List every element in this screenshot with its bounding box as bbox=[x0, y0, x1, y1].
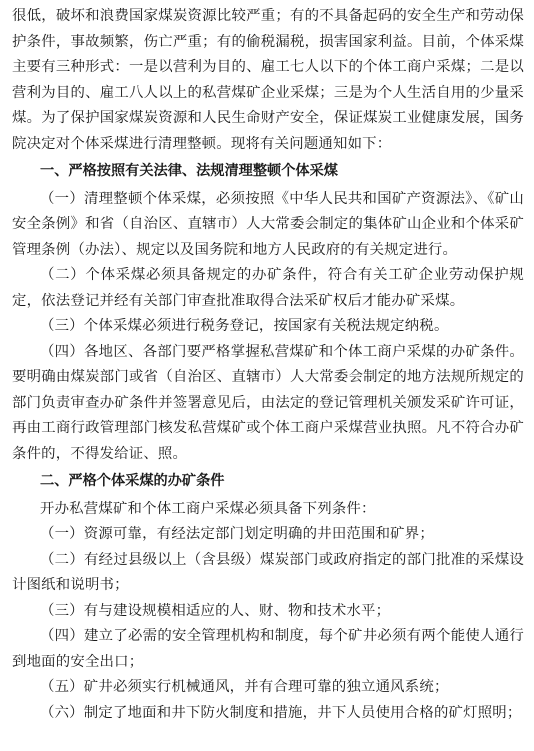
section-1-item-4: （四）各地区、各部门要严格掌握私营煤矿和个体工商户采煤的办矿条件。要明确由煤炭部门或省（自治区、直辖市）人大常委会制定的地方法规所规定的部门负责审查办矿条件并签署意见后，由法定的登记管理机关颁发采矿许可证，再由工商行政管理部门核发私营煤矿或个体工商户采煤营业执照。凡不符合办矿条件的，不得发给证、照。 bbox=[12, 343, 524, 462]
section-1-item-2: （二）个体采煤必须具备规定的办矿条件，符合有关工矿企业劳动保护规定，依法登记并经有关部门审查批准取得合法采矿权后才能办矿采煤。 bbox=[12, 267, 524, 309]
section-2-item-6: （六）制定了地面和井下防火制度和措施，井下人员使用合格的矿灯照明； bbox=[40, 704, 522, 721]
section-1-heading: 一、严格按照有关法律、法规清理整顿个体采煤 bbox=[40, 163, 338, 179]
section-1-item-1: （一）清理整顿个体采煤，必须按照《中华人民共和国矿产资源法》、《矿山安全条例》和省（自治区、直辖市）人大常委会制定的集体矿山企业和个体采矿管理条例（办法）、规定以及国务院和地方人民政府的有关规定进行。 bbox=[12, 190, 524, 258]
section-1-item-3: （三）个体采煤必须进行税务登记，按国家有关税法规定纳税。 bbox=[40, 318, 449, 334]
section-2-item-4: （四）建立了必需的安全管理机构和制度，每个矿井必须有两个能使人通行到地面的安全出口； bbox=[12, 628, 524, 670]
intro-paragraph: 很低，破坏和浪费国家煤炭资源比较严重；有的不具备起码的安全生产和劳动保护条件，事故频繁，伤亡严重；有的偷税漏税，损害国家利益。目前，个体采煤主要有三种形式：一是以营利为目的、雇工七人以下的个体工商户采煤；二是以营利为目的、雇工八人以上的私营煤矿企业采煤；三是为个人生活自用的少量采煤。为了保护国家煤炭资源和人民生命财产安全，保证煤炭工业健康发展，国务院决定对个体采煤进行清理整顿。现将有关问题通知如下： bbox=[12, 8, 524, 152]
section-2-item-3: （三）有与建设规模相适应的人、财、物和技术水平； bbox=[40, 602, 391, 619]
section-2-heading: 二、严格个体采煤的办矿条件 bbox=[40, 473, 225, 489]
section-2-item-5: （五）矿井必须实行机械通风，并有合理可靠的独立通风系统； bbox=[40, 679, 449, 695]
section-2-item-1: （一）资源可靠，有经法定部门划定明确的井田范围和矿界； bbox=[40, 526, 434, 542]
section-2-item-2: （二）有经过县级以上（含县级）煤炭部门或政府指定的部门批准的采煤设计图纸和说明书； bbox=[12, 551, 524, 593]
section-2-lead: 开办私营煤矿和个体工商户采煤必须具备下列条件： bbox=[40, 500, 376, 517]
